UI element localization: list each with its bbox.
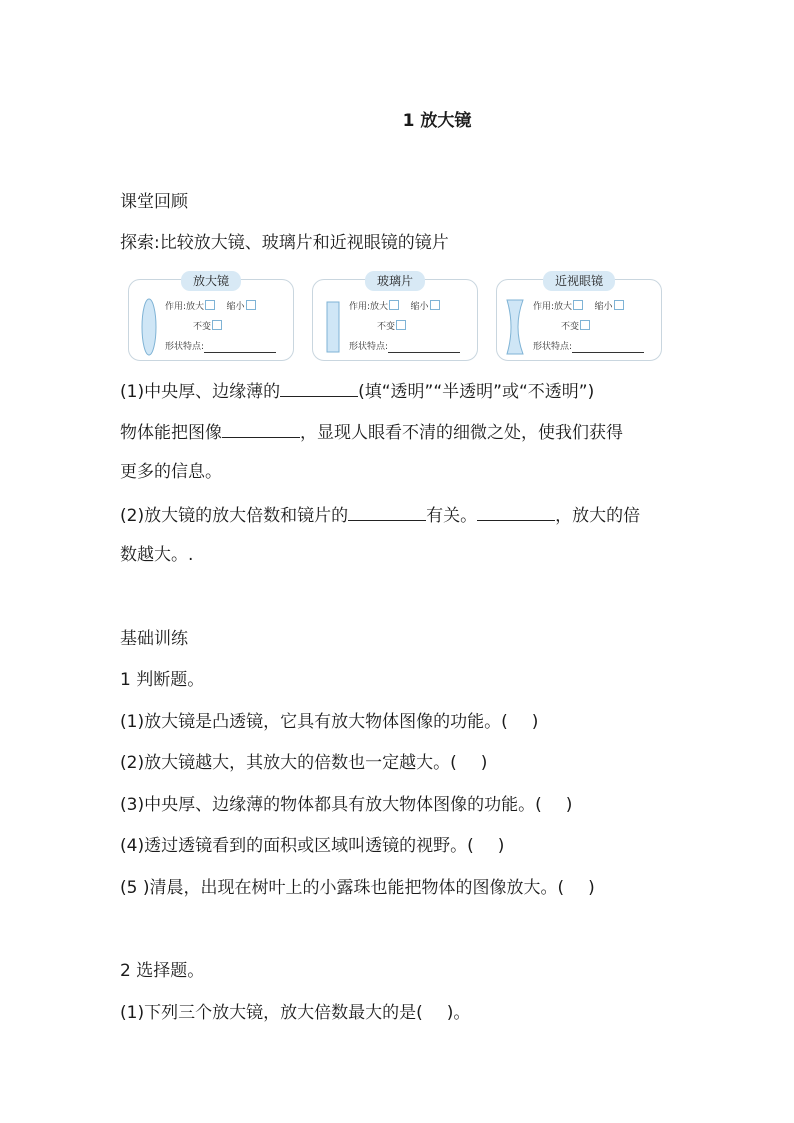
enlarge-checkbox[interactable] xyxy=(389,300,399,310)
shape-answer-blank[interactable] xyxy=(204,342,276,353)
shrink-label: 缩小 xyxy=(410,302,429,312)
card-tab-magnifier: 放大镜 xyxy=(181,271,241,291)
close-paren: ) xyxy=(531,712,539,732)
card-same-row xyxy=(377,320,406,333)
card-glass xyxy=(312,274,478,361)
shrink-checkbox[interactable] xyxy=(246,300,256,310)
func-label: 作用:放大 xyxy=(533,302,573,312)
q1-line1 xyxy=(120,378,594,404)
judge-item xyxy=(120,876,595,900)
section-heading-basic: 基础训练 xyxy=(120,629,188,649)
q2-blank-2[interactable] xyxy=(477,502,555,521)
card-myopia-glasses xyxy=(496,274,662,361)
choice-heading: 2 选择题。 xyxy=(120,961,205,981)
q2-text-b: 有关。 xyxy=(426,506,478,526)
card-func-row xyxy=(533,300,624,313)
shrink-checkbox[interactable] xyxy=(430,300,440,310)
same-label: 不变 xyxy=(561,322,580,332)
same-checkbox[interactable] xyxy=(580,320,590,330)
enlarge-checkbox[interactable] xyxy=(205,300,215,310)
card-magnifier xyxy=(128,274,294,361)
same-checkbox[interactable] xyxy=(212,320,222,330)
shrink-label: 缩小 xyxy=(594,302,613,312)
enlarge-checkbox[interactable] xyxy=(573,300,583,310)
judge-text: (5 )清晨，出现在树叶上的小露珠也能把物体的图像放大。( xyxy=(120,878,565,898)
card-same-row xyxy=(193,320,222,333)
q2-text-a: (2)放大镜的放大倍数和镜片的 xyxy=(120,506,349,526)
q1-line2 xyxy=(120,419,623,445)
judge-item xyxy=(120,834,504,858)
choice-text: (1)下列三个放大镜，放大倍数最大的是( xyxy=(120,1003,423,1023)
q2-line2: 数越大。. xyxy=(120,545,194,565)
close-paren: ) xyxy=(588,878,595,898)
page-title: 1 放大镜 xyxy=(402,111,472,131)
shape-label: 形状特点: xyxy=(165,342,205,352)
judge-heading: 1 判断题。 xyxy=(120,670,205,690)
judge-text: (2)放大镜越大，其放大的倍数也一定越大。( xyxy=(120,753,457,773)
card-tab-myopia: 近视眼镜 xyxy=(543,271,615,291)
q1-line3: 更多的信息。 xyxy=(120,462,222,482)
shape-label: 形状特点: xyxy=(533,342,573,352)
close-paren: ) xyxy=(565,795,573,815)
q1-text-b: (填“透明”“半透明”或“不透明”) xyxy=(358,382,595,402)
q1-blank-2[interactable] xyxy=(222,419,300,438)
shape-label: 形状特点: xyxy=(349,342,389,352)
same-checkbox[interactable] xyxy=(396,320,406,330)
card-shape-row xyxy=(349,341,460,353)
func-label: 作用:放大 xyxy=(349,302,389,312)
card-func-row xyxy=(165,300,256,313)
choice-text-end: )。 xyxy=(446,1003,471,1023)
same-label: 不变 xyxy=(377,322,396,332)
close-paren: ) xyxy=(497,836,505,856)
card-func-row xyxy=(349,300,440,313)
card-shape-row xyxy=(165,341,276,353)
judge-item xyxy=(120,751,487,775)
q1-text-d: ，显现人眼看不清的细微之处，使我们获得 xyxy=(300,423,623,443)
shape-answer-blank[interactable] xyxy=(388,342,460,353)
q2-blank-1[interactable] xyxy=(348,502,426,521)
card-tab-glass: 玻璃片 xyxy=(365,271,425,291)
explore-text: 探索:比较放大镜、玻璃片和近视眼镜的镜片 xyxy=(120,233,449,253)
shape-answer-blank[interactable] xyxy=(572,342,644,353)
judge-item xyxy=(120,793,572,817)
q1-text-a: (1)中央厚、边缘薄的 xyxy=(120,382,281,402)
shrink-checkbox[interactable] xyxy=(614,300,624,310)
section-heading-review: 课堂回顾 xyxy=(120,192,188,212)
convex-lens-icon xyxy=(135,296,165,358)
concave-lens-icon xyxy=(503,296,533,358)
card-shape-row xyxy=(533,341,644,353)
func-label: 作用:放大 xyxy=(165,302,205,312)
choice-item xyxy=(120,1001,470,1025)
close-paren: ) xyxy=(480,753,488,773)
same-label: 不变 xyxy=(193,322,212,332)
q1-text-c: 物体能把图像 xyxy=(120,423,222,443)
judge-text: (3)中央厚、边缘薄的物体都具有放大物体图像的功能。( xyxy=(120,795,542,815)
judge-text: (1)放大镜是凸透镜，它具有放大物体图像的功能。( xyxy=(120,712,508,732)
q2-text-c: ，放大的倍 xyxy=(555,506,641,526)
card-same-row xyxy=(561,320,590,333)
judge-item xyxy=(120,710,538,734)
glass-plate-icon xyxy=(319,296,349,358)
shrink-label: 缩小 xyxy=(226,302,245,312)
q1-blank-1[interactable] xyxy=(280,378,358,397)
judge-text: (4)透过透镜看到的面积或区域叫透镜的视野。( xyxy=(120,836,474,856)
q2-line1 xyxy=(120,502,640,528)
